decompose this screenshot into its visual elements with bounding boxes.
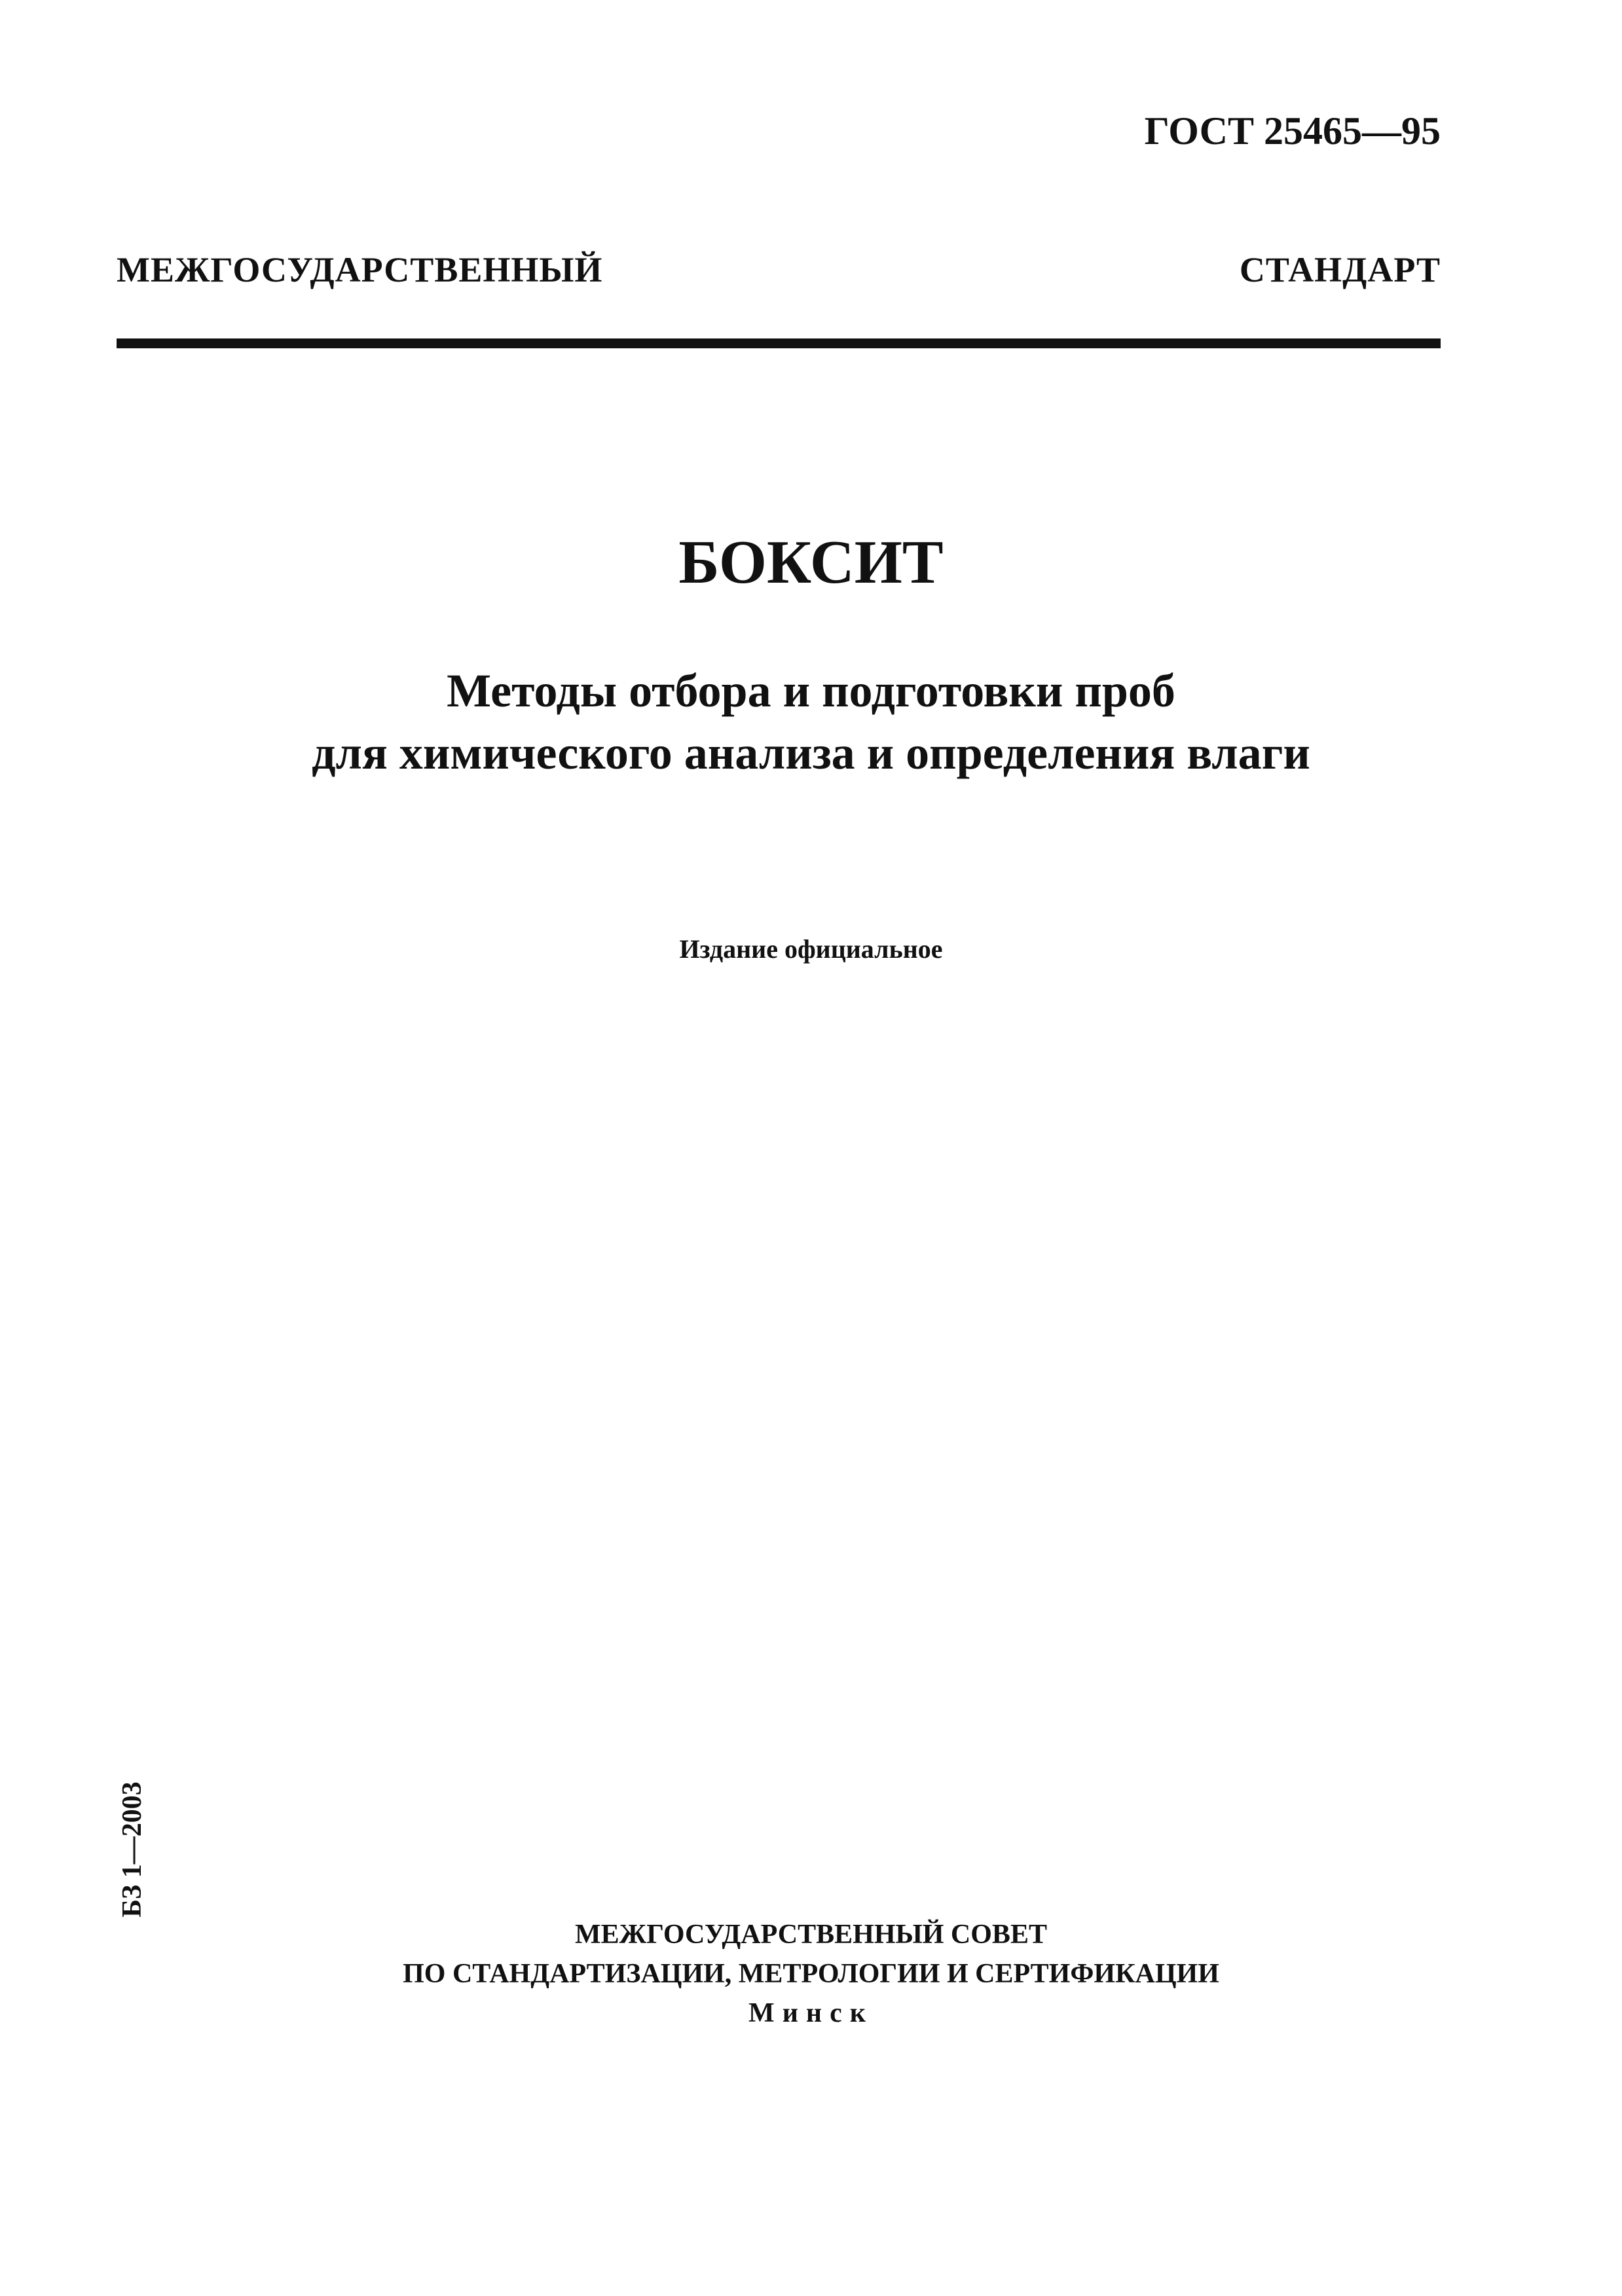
document-subtitle [0,660,1622,784]
publisher-line-1: МЕЖГОСУДАРСТВЕННЫЙ СОВЕТ [575,1920,1047,1950]
subtitle-line-2: для химического анализа и определения влаги [312,727,1310,779]
edition-note: Издание официальное [679,934,943,964]
publisher-block [0,1915,1622,2033]
subtitle-line-1: Методы отбора и подготовки проб [447,665,1175,717]
document-title: БОКСИТ [678,528,944,596]
publisher-city: Минск [748,1998,874,2028]
standard-type-heading: МЕЖГОСУДАРСТВЕННЫЙ СТАНДАРТ [117,250,1441,289]
side-code: БЗ 1—2003 [117,1781,147,1918]
header-rule [117,338,1441,348]
gost-number: ГОСТ 25465—95 [1144,109,1441,153]
publisher-line-2: ПО СТАНДАРТИЗАЦИИ, МЕТРОЛОГИИ И СЕРТИФИКАЦИИ [403,1959,1219,1989]
